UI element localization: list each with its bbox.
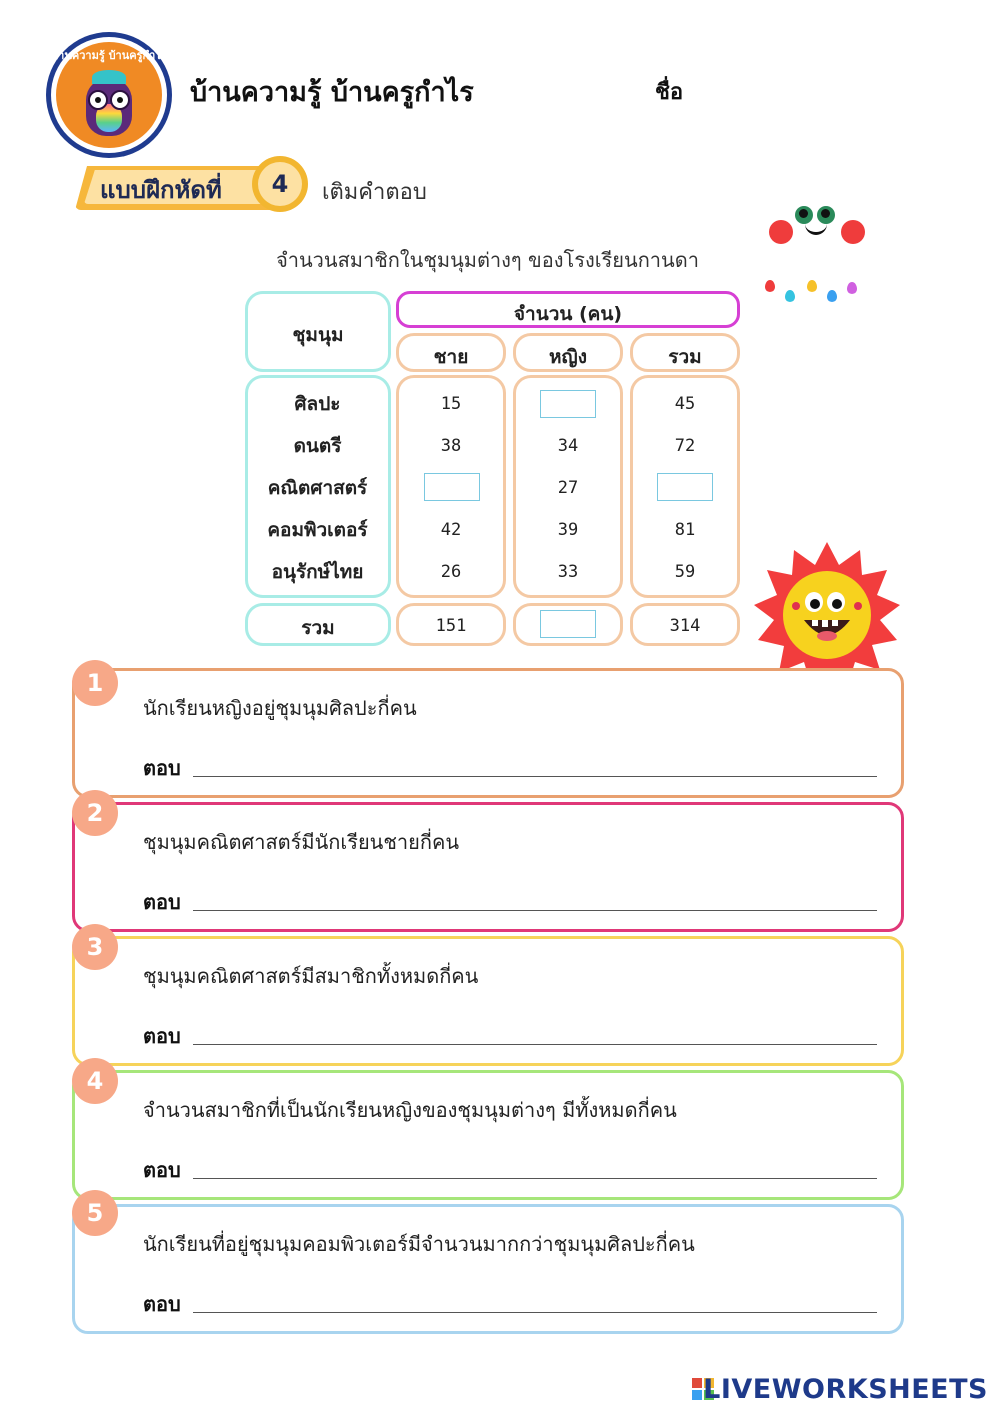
club-name: คอมพิวเตอร์ [267,519,368,541]
question-card [72,802,904,932]
question-text: จำนวนสมาชิกที่เป็นนักเรียนหญิงของชุมนุมต่างๆ มีทั้งหมดกี่คน [143,1098,677,1122]
header-count: จำนวน (คน) [513,303,623,325]
total-value: 81 [674,520,696,540]
table-caption: จำนวนสมาชิกในชุมนุมต่างๆ ของโรงเรียนกานดา [276,248,699,272]
total-value: 45 [674,394,696,414]
school-logo [46,32,172,158]
female-value: 33 [557,562,579,582]
question-text: ชุมนุมคณิตศาสตร์มีสมาชิกทั้งหมดกี่คน [143,964,479,988]
club-name: อนุรักษ์ไทย [271,561,364,583]
header-count-box [396,291,740,328]
question-card [72,1070,904,1200]
female-answer-input[interactable] [540,390,596,418]
answer-label: ตอบ [143,756,181,780]
exercise-label: แบบฝึกหัดที่ [100,176,222,204]
female-value: 34 [557,436,579,456]
club-name: ดนตรี [293,435,342,457]
answer-label: ตอบ [143,1024,181,1048]
answer-line-input[interactable] [193,776,877,777]
total-value: 72 [674,436,696,456]
question-number: 4 [72,1058,118,1104]
question-number: 3 [72,924,118,970]
question-number: 1 [72,660,118,706]
female-value: 39 [557,520,579,540]
header-total-box [630,333,740,372]
header-male-box [396,333,506,372]
question-card [72,668,904,798]
sum-label: รวม [301,617,335,639]
name-label: ชื่อ [655,80,684,105]
answer-line-input[interactable] [193,1178,877,1179]
male-value: 42 [440,520,462,540]
question-card [72,936,904,1066]
header-female: หญิง [549,346,587,368]
question-text: นักเรียนหญิงอยู่ชุมนุมศิลปะกี่คน [143,696,417,720]
sum-male-value: 151 [435,616,467,636]
header-club: ชุมนุม [292,324,344,346]
question-number: 5 [72,1190,118,1236]
header-female-box [513,333,623,372]
female-value: 27 [557,478,579,498]
answer-line-input[interactable] [193,1044,877,1045]
header-total: รวม [668,346,702,368]
club-name: คณิตศาสตร์ [267,477,368,499]
exercise-number: 4 [258,162,302,206]
sum-female-answer-input[interactable] [540,610,596,638]
question-text: ชุมนุมคณิตศาสตร์มีนักเรียนชายกี่คน [143,830,460,854]
header-club-box [245,291,391,372]
exercise-number-badge [252,156,308,212]
header-male: ชาย [433,346,469,368]
answer-label: ตอบ [143,890,181,914]
answer-line-input[interactable] [193,910,877,911]
total-answer-input[interactable] [657,473,713,501]
exercise-instruction: เติมคำตอบ [322,180,427,205]
sum-total-value: 314 [669,616,701,636]
answer-label: ตอบ [143,1292,181,1316]
cloud-face-icon [765,200,870,305]
club-name: ศิลปะ [294,393,341,415]
answer-label: ตอบ [143,1158,181,1182]
liveworksheets-brand: LIVEWORKSHEETS [703,1374,988,1405]
question-number: 2 [72,790,118,836]
answer-line-input[interactable] [193,1312,877,1313]
male-value: 15 [440,394,462,414]
total-value: 59 [674,562,696,582]
page-title: บ้านความรู้ บ้านครูกำไร [190,77,474,108]
male-value: 38 [440,436,462,456]
male-answer-input[interactable] [424,473,480,501]
logo-text: บ้านความรู้ บ้านครูกำไร [51,49,167,62]
male-value: 26 [440,562,462,582]
question-card [72,1204,904,1334]
sum-label-box [245,603,391,646]
question-text: นักเรียนที่อยู่ชุมนุมคอมพิวเตอร์มีจำนวนมากกว่าชุมนุมศิลปะกี่คน [143,1232,695,1256]
